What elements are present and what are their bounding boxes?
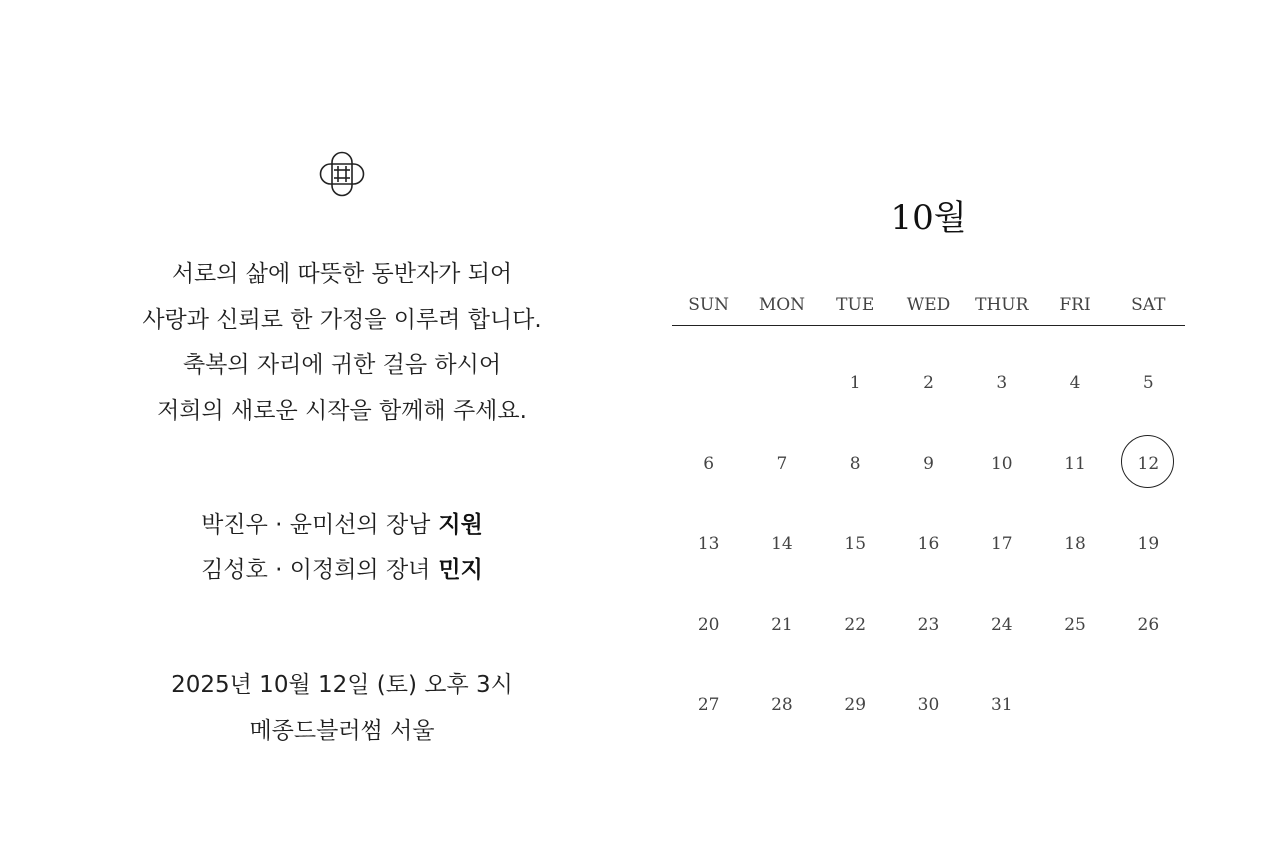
calendar-day-number: 18 [1064, 534, 1086, 554]
calendar-day [1038, 585, 1111, 666]
calendar-day [892, 424, 965, 505]
bride-line [100, 555, 584, 585]
weekday-sat: SAT [1131, 295, 1166, 315]
calendar-week-row [672, 424, 1185, 505]
calendar-day-number: 8 [849, 453, 861, 474]
calendar-day-number: 12 [1137, 453, 1160, 474]
calendar-day-number: 14 [771, 534, 793, 554]
weekday-tue: TUE [836, 295, 875, 315]
calendar-day [672, 665, 745, 746]
calendar-day [965, 665, 1038, 746]
calendar-empty-cell [1038, 665, 1111, 746]
calendar-day-number: 30 [917, 695, 940, 715]
calendar-day [819, 424, 892, 505]
calendar-empty-cell [672, 343, 745, 424]
calendar-day [1038, 424, 1111, 505]
calendar-day-number: 29 [844, 695, 867, 715]
calendar-day [965, 424, 1038, 505]
calendar-day [892, 343, 965, 424]
calendar-week-row [672, 504, 1185, 585]
calendar-day-number: 9 [923, 453, 934, 474]
calendar-week-row [672, 343, 1185, 424]
wedding-datetime: 2025년 10월 12일 (토) 오후 3시 [171, 672, 513, 698]
calendar-empty-cell [745, 343, 818, 424]
calendar-day [819, 504, 892, 585]
calendar-day-number: 2 [923, 373, 934, 393]
calendar-day [1112, 504, 1185, 585]
weekday-mon: MON [758, 295, 806, 315]
message-line-3: 축복의 자리에 귀한 걸음 하시어 [182, 352, 502, 378]
calendar-day [745, 424, 818, 505]
groom-name: 지원 [438, 512, 483, 538]
calendar-day-number: 26 [1137, 614, 1160, 635]
calendar-day [745, 585, 818, 666]
calendar-day [745, 665, 818, 746]
calendar-day-number: 19 [1137, 534, 1160, 554]
bride-name: 민지 [438, 557, 483, 583]
weekday-fri: FRI [1059, 295, 1091, 315]
invitation-panel [100, 0, 584, 866]
bride-parents: 김성호 · 이정희의 장녀 [201, 557, 431, 583]
calendar-day [892, 585, 965, 666]
calendar-day-number: 6 [703, 453, 715, 474]
calendar-week-row [672, 665, 1185, 746]
calendar-day-number: 22 [844, 614, 867, 635]
quatrefoil-knot-icon [319, 151, 365, 197]
calendar-divider [672, 325, 1185, 326]
calendar-day-number: 13 [697, 534, 720, 554]
calendar-month-title: 10월 [890, 198, 967, 238]
calendar-day [892, 504, 965, 585]
calendar-day-number: 3 [996, 373, 1008, 393]
calendar-grid [672, 343, 1185, 746]
message-line-1: 서로의 삶에 따뜻한 동반자가 되어 [171, 261, 513, 287]
calendar-day [1038, 504, 1111, 585]
calendar-day [1112, 343, 1185, 424]
message-line-2: 사랑과 신뢰로 한 가정을 이루려 합니다. [142, 307, 542, 333]
calendar-day [965, 343, 1038, 424]
weekday-thur: THUR [975, 295, 1029, 315]
calendar-panel [672, 0, 1185, 866]
calendar-day [819, 585, 892, 666]
calendar-day [745, 504, 818, 585]
calendar-day [892, 665, 965, 746]
calendar-day [672, 504, 745, 585]
calendar-day-number: 20 [697, 614, 720, 635]
groom-line [100, 510, 584, 540]
calendar-day-number: 23 [917, 614, 940, 635]
calendar-day [672, 424, 745, 505]
calendar-day [1038, 343, 1111, 424]
calendar-day [965, 585, 1038, 666]
calendar-day-number: 4 [1069, 373, 1081, 393]
calendar-day-number: 25 [1064, 614, 1086, 635]
calendar-day-number: 28 [771, 695, 793, 715]
calendar-day-highlighted [1112, 424, 1185, 505]
weekday-wed: WED [906, 295, 951, 315]
calendar-day-number: 17 [990, 534, 1013, 554]
calendar-day-number: 16 [917, 534, 940, 554]
message-line-4: 저희의 새로운 시작을 함께해 주세요. [157, 398, 527, 424]
calendar-day-number: 24 [990, 614, 1013, 635]
calendar-day-number: 5 [1142, 373, 1154, 393]
calendar-day [965, 504, 1038, 585]
calendar-day-number: 31 [990, 695, 1013, 715]
calendar-day-number: 1 [849, 373, 861, 393]
calendar-day [819, 343, 892, 424]
calendar-day [672, 585, 745, 666]
calendar-day-number: 15 [844, 534, 867, 554]
weekday-sun: SUN [688, 295, 730, 315]
calendar-day-number: 27 [697, 695, 720, 715]
calendar-day [1112, 585, 1185, 666]
calendar-week-row [672, 585, 1185, 666]
calendar-empty-cell [1112, 665, 1185, 746]
wedding-venue: 메종드블러썸 서울 [249, 718, 435, 744]
calendar-weekday-header [672, 292, 1185, 318]
calendar-day-number: 11 [1064, 453, 1086, 474]
groom-parents: 박진우 · 윤미선의 장남 [201, 512, 431, 538]
calendar-day-number: 7 [776, 453, 788, 474]
calendar-day-number: 21 [771, 614, 793, 635]
calendar-day [819, 665, 892, 746]
calendar-day-number: 10 [990, 453, 1013, 474]
